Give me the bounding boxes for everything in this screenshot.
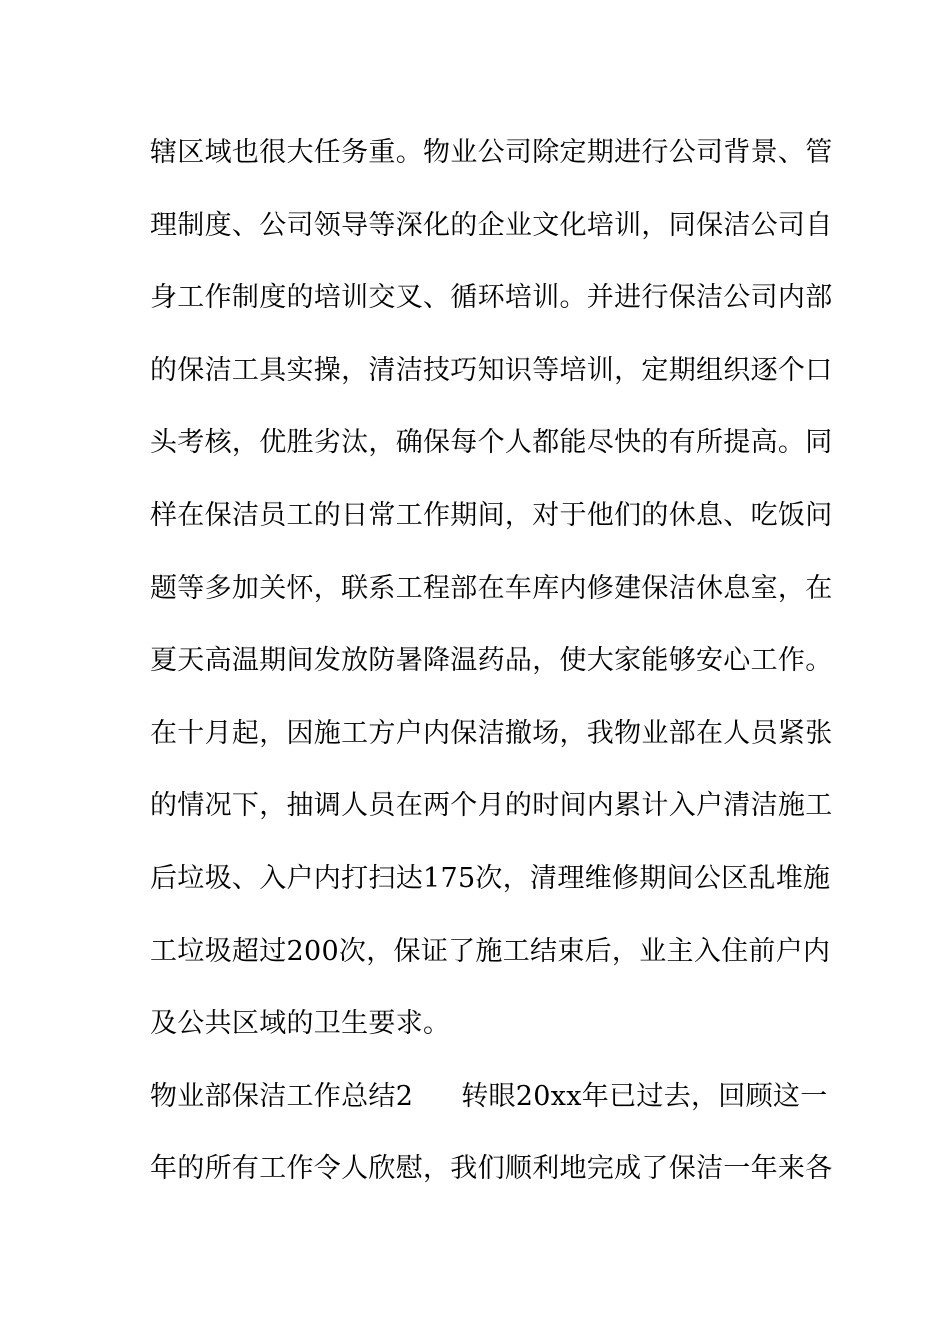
text-line: 的保洁工具实操，清洁技巧知识等培训，定期组织逐个口: [150, 354, 833, 386]
text-line: 题等多加关怀，联系工程部在车库内修建保洁休息室，在: [150, 572, 833, 604]
section-line: [150, 1070, 828, 1143]
document-body: [150, 126, 833, 1215]
text-line: 在十月起，因施工方户内保洁撤场，我物业部在人员紧张: [150, 717, 833, 749]
text-line: 头考核，优胜劣汰，确保每个人都能尽快的有所提高。同: [150, 427, 833, 459]
text-line: 辖区域也很大任务重。物业公司除定期进行公司背景、管: [150, 137, 833, 168]
text-line: 后垃圾、入户内打扫达175次，清理维修期间公区乱堆施: [150, 862, 831, 894]
text-line: 及公共区域的卫生要求。: [150, 1008, 451, 1040]
text-line: 夏天高温期间发放防暑降温药品，使大家能够安心工作。: [150, 645, 833, 677]
text-line: 年的所有工作令人欣慰，我们顺利地完成了保洁一年来各: [150, 1153, 833, 1185]
section-heading: 物业部保洁工作总结2: [150, 1080, 414, 1112]
text-line: 样在保洁员工的日常工作期间，对于他们的休息、吃饭问: [150, 499, 833, 531]
section-line-text: 转眼20xx年已过去，回顾这一: [461, 1080, 828, 1112]
text-line: 工垃圾超过200次，保证了施工结束后，业主入住前户内: [150, 935, 831, 967]
text-line: 身工作制度的培训交叉、循环培训。并进行保洁公司内部: [150, 282, 833, 314]
text-line: 的情况下，抽调人员在两个月的时间内累计入户清洁施工: [150, 790, 833, 822]
text-line: 理制度、公司领导等深化的企业文化培训，同保洁公司自: [150, 209, 833, 241]
